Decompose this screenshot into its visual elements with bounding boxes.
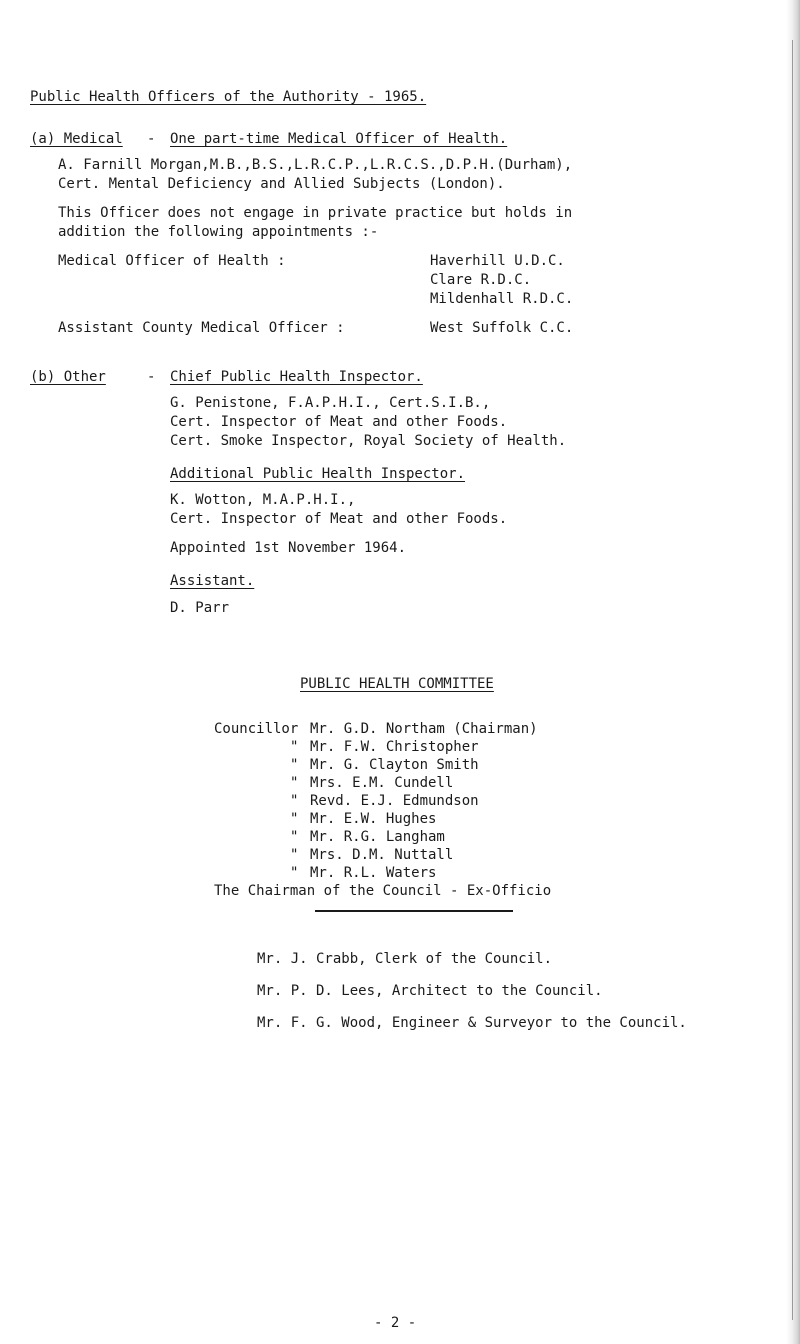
committee-member: Mrs. D.M. Nuttall bbox=[310, 847, 454, 863]
committee-member: Revd. E.J. Edmundson bbox=[310, 793, 479, 809]
appointment-value-3: Mildenhall R.D.C. bbox=[430, 291, 574, 307]
ditto-mark: " bbox=[290, 865, 299, 881]
officer-line: Mr. J. Crabb, Clerk of the Council. bbox=[257, 951, 553, 967]
medical-officer-name: A. Farnill Morgan,M.B.,B.S.,L.R.C.P.,L.R.C.S.,D.P.H.(Durham), bbox=[58, 157, 573, 173]
medical-note-line2: addition the following appointments :- bbox=[58, 224, 379, 240]
ditto-mark: " bbox=[290, 847, 299, 863]
appointment-value-4: West Suffolk C.C. bbox=[430, 320, 574, 336]
committee-member: Mr. R.G. Langham bbox=[310, 829, 445, 845]
officer-line: Mr. F. G. Wood, Engineer & Surveyor to the Council. bbox=[257, 1015, 687, 1031]
section-b-label: (b) Other bbox=[30, 369, 106, 385]
committee-member: Mr. R.L. Waters bbox=[310, 865, 437, 881]
page-title: Public Health Officers of the Authority - 1965. bbox=[30, 89, 427, 105]
ex-officio-line: The Chairman of the Council - Ex-Officio bbox=[214, 883, 552, 899]
chief-inspector-heading: Chief Public Health Inspector. bbox=[170, 369, 423, 385]
chief-inspector-line: G. Penistone, F.A.P.H.I., Cert.S.I.B., bbox=[170, 395, 491, 411]
appointment-value-2: Clare R.D.C. bbox=[430, 272, 532, 288]
additional-inspector-line: Cert. Inspector of Meat and other Foods. bbox=[170, 511, 508, 527]
committee-heading: PUBLIC HEALTH COMMITTEE bbox=[300, 676, 494, 692]
ditto-mark: " bbox=[290, 793, 299, 809]
assistant-heading: Assistant. bbox=[170, 573, 255, 589]
section-a-label: (a) Medical bbox=[30, 131, 123, 147]
additional-inspector-heading: Additional Public Health Inspector. bbox=[170, 466, 466, 482]
committee-member: Mr. E.W. Hughes bbox=[310, 811, 437, 827]
committee-member: Mr. F.W. Christopher bbox=[310, 739, 479, 755]
committee-member: Mrs. E.M. Cundell bbox=[310, 775, 454, 791]
councillor-label: Councillor bbox=[214, 721, 299, 737]
medical-officer-cert: Cert. Mental Deficiency and Allied Subjects (London). bbox=[58, 176, 505, 192]
appointment-value-1: Haverhill U.D.C. bbox=[430, 253, 565, 269]
separator-rule bbox=[315, 910, 513, 912]
ditto-mark: " bbox=[290, 829, 299, 845]
chief-inspector-line: Cert. Inspector of Meat and other Foods. bbox=[170, 414, 508, 430]
page-number: - 2 - bbox=[374, 1315, 417, 1331]
additional-inspector-line: K. Wotton, M.A.P.H.I., bbox=[170, 492, 356, 508]
ditto-mark: " bbox=[290, 757, 299, 773]
ditto-mark: " bbox=[290, 775, 299, 791]
chief-inspector-line: Cert. Smoke Inspector, Royal Society of Health. bbox=[170, 433, 567, 449]
section-a-dash: - bbox=[147, 131, 156, 147]
appointment-label-1: Medical Officer of Health : bbox=[58, 253, 286, 269]
medical-note-line1: This Officer does not engage in private practice but holds in bbox=[58, 205, 573, 221]
committee-member: Mr. G.D. Northam (Chairman) bbox=[310, 721, 538, 737]
ditto-mark: " bbox=[290, 739, 299, 755]
medical-heading: One part-time Medical Officer of Health. bbox=[170, 131, 508, 147]
page-edge-line bbox=[792, 40, 793, 1320]
appointment-label-2: Assistant County Medical Officer : bbox=[58, 320, 345, 336]
page-edge-shadow bbox=[786, 0, 800, 1344]
appointed-date: Appointed 1st November 1964. bbox=[170, 540, 407, 556]
committee-member: Mr. G. Clayton Smith bbox=[310, 757, 479, 773]
assistant-name: D. Parr bbox=[170, 600, 230, 616]
section-b-dash: - bbox=[147, 369, 156, 385]
officer-line: Mr. P. D. Lees, Architect to the Council. bbox=[257, 983, 603, 999]
ditto-mark: " bbox=[290, 811, 299, 827]
